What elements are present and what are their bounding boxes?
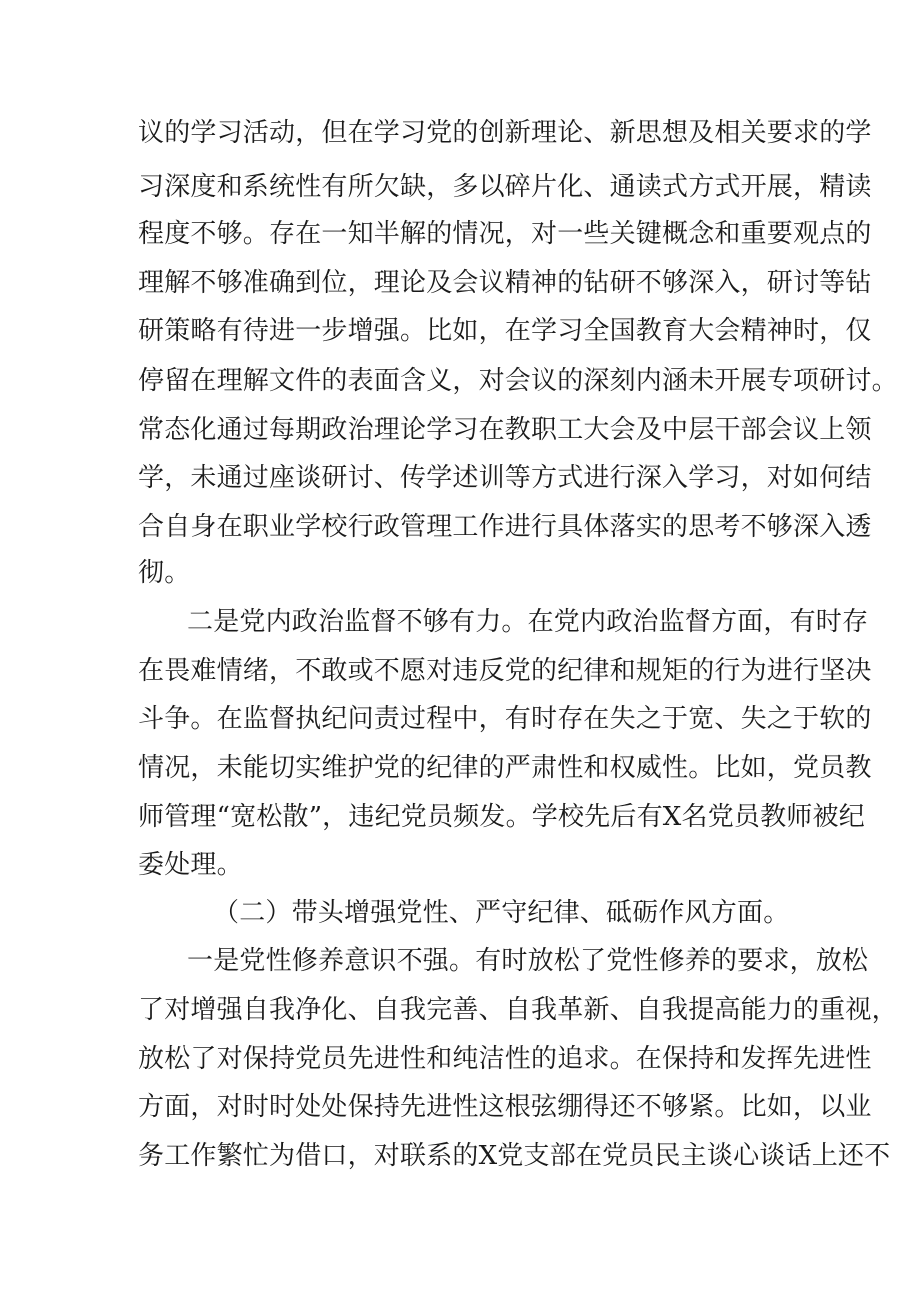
text-line: 习深度和系统性有所欠缺，多以碎片化、通读式方式开展，精读 (138, 172, 872, 202)
text-line: 务工作繁忙为借口，对联系的X党支部在党员民主谈心谈话上还不 (138, 1141, 891, 1171)
text-line: 了对增强自我净化、自我完善、自我革新、自我提高能力的重视， (138, 995, 898, 1025)
text-line: 师管理“宽松散”，违纪党员频发。学校先后有X名党员教师被纪 (138, 802, 865, 832)
text-line: 常态化通过每期政治理论学习在教职工大会及中层干部会议上领 (138, 415, 872, 445)
section-heading: （二）带头增强党性、严守纪律、砥砺作风方面。 (213, 898, 790, 928)
paragraph-first-line: 一是党性修养意识不强。有时放松了党性修养的要求，放松 (187, 946, 869, 976)
text-line: 议的学习活动，但在学习党的创新理论、新思想及相关要求的学 (138, 118, 872, 148)
text-line: 程度不够。存在一知半解的情况，对一些关键概念和重要观点的 (138, 219, 872, 249)
text-line: 方面，对时时处处保持先进性这根弦绷得还不够紧。比如，以业 (138, 1092, 872, 1122)
text-line: 学，未通过座谈研讨、传学述训等方式进行深入学习，对如何结 (138, 463, 872, 493)
text-line: 情况，未能切实维护党的纪律的严肃性和权威性。比如，党员教 (138, 753, 872, 783)
text-line: 斗争。在监督执纪问责过程中，有时存在失之于宽、失之于软的 (138, 704, 872, 734)
text-line: 在畏难情绪，不敢或不愿对违反党的纪律和规矩的行为进行坚决 (138, 656, 872, 686)
text-line: 理解不够准确到位，理论及会议精神的钻研不够深入，研讨等钻 (138, 268, 872, 298)
text-line: 停留在理解文件的表面含义，对会议的深刻内涵未开展专项研讨。 (138, 366, 898, 396)
text-line: 放松了对保持党员先进性和纯洁性的追求。在保持和发挥先进性 (138, 1044, 872, 1074)
paragraph-first-line: 二是党内政治监督不够有力。在党内政治监督方面，有时存 (187, 607, 869, 637)
text-line: 研策略有待进一步增强。比如，在学习全国教育大会精神时，仅 (138, 316, 872, 346)
text-line: 合自身在职业学校行政管理工作进行具体落实的思考不够深入透 (138, 512, 872, 542)
text-line: 彻。 (138, 558, 191, 588)
text-line: 委处理。 (138, 850, 243, 880)
